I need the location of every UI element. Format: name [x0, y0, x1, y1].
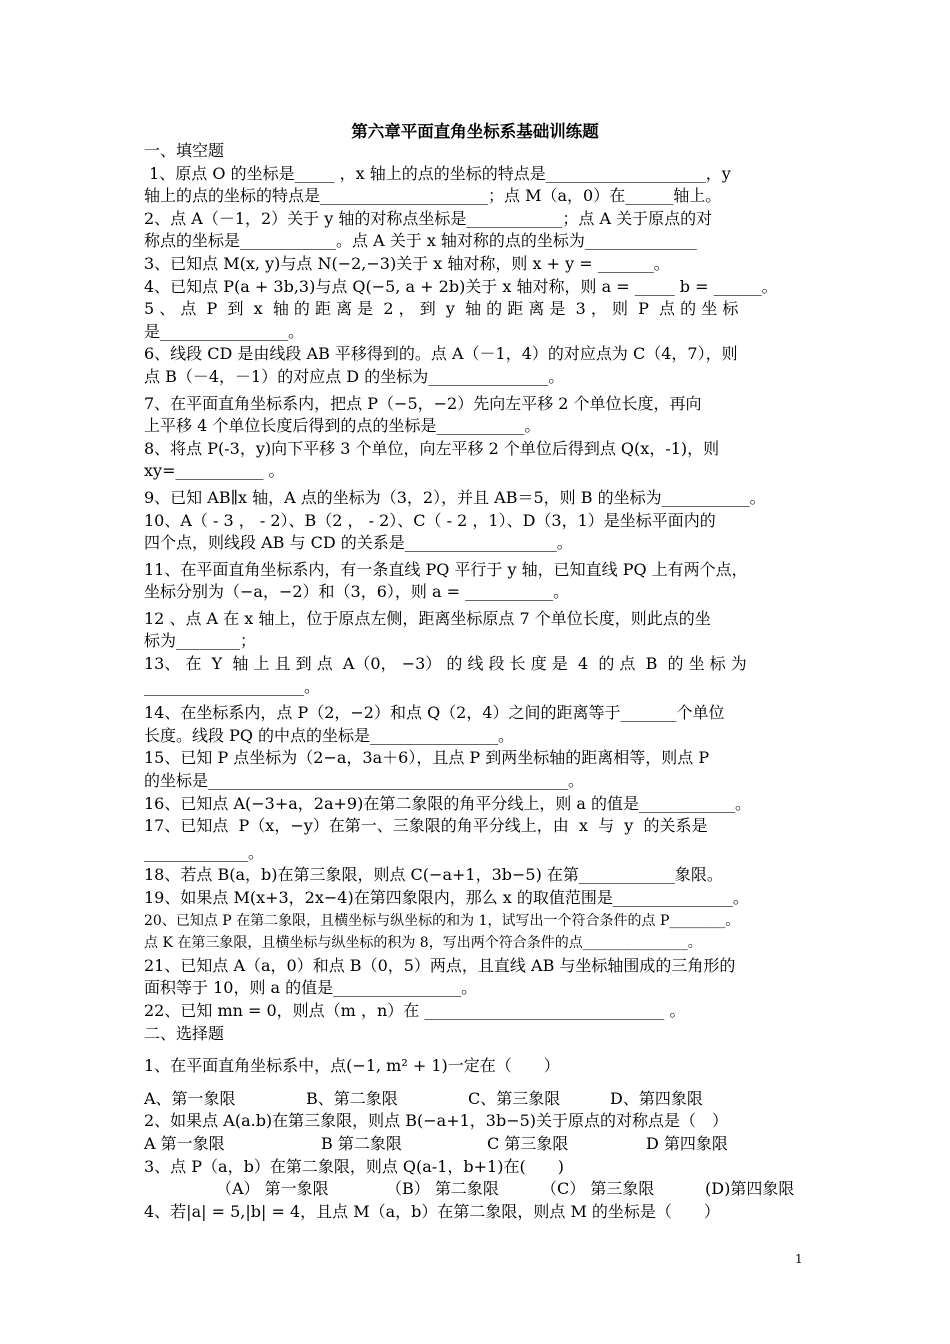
question-line: 10、A（ - 3 ， - 2）、B（2 ， - 2）、C（ - 2 ，1）、D（3，1）是坐标平面内的: [144, 510, 716, 530]
question-line: 面积等于 10，则 a 的值是________________。: [144, 978, 478, 998]
question-line: 是________________。: [144, 321, 305, 341]
question-line: 四个点，则线段 AB 与 CD 的关系是___________________。: [144, 533, 573, 553]
question-line: 7、在平面直角坐标系内，把点 P（−5，−2）先向左平移 2 个单位长度，再向: [144, 393, 702, 413]
question-line: 长度。线段 PQ 的中点的坐标是________________。: [144, 725, 515, 745]
option: D 第四象限: [646, 1133, 728, 1153]
question-line: 19、如果点 M(x+3，2x−4)在第四象限内，那么 x 的取值范围是_______________。: [144, 888, 749, 907]
question-line: 18、若点 B(a，b)在第三象限，则点 C(−a+1，3b−5) 在第____________象限。: [144, 865, 723, 885]
option: D、第四象限: [610, 1088, 703, 1108]
choice-question: 3、点 P（a，b）在第二象限，则点 Q(a-1，b+1)在( ): [144, 1156, 564, 1176]
question-line: 5 、 点 P 到 x 轴 的 距 离 是 2 ， 到 y 轴 的 距 离 是 3 ， 则 P 点 的 坐 标: [144, 299, 739, 319]
question-line: 坐标分别为（−a，−2）和（3，6），则 a = ___________。: [144, 582, 570, 602]
question-line: 14、在坐标系内，点 P（2，−2）和点 Q（2，4）之间的距离等于_______个单位: [144, 703, 725, 723]
question-line: 称点的坐标是____________。点 A 关于 x 轴对称的点的坐标为______________: [144, 231, 697, 251]
question-line: 标为________；: [144, 631, 257, 651]
question-line: 16、已知点 A(−3+a，2a+9)在第二象限的角平分线上，则 a 的值是____________。: [144, 793, 752, 813]
option: C 第三象限: [487, 1133, 569, 1153]
question-line: 点 K 在第三象限，且横坐标与纵坐标的积为 8，写出两个符合条件的点_______________。: [144, 935, 702, 952]
section-heading: 一、填空题: [144, 141, 225, 160]
option: （C） 第三象限: [541, 1179, 655, 1199]
question-line: 13、 在 Y 轴 上 且 到 点 A（0， −3） 的 线 段 长 度 是 4 的 点 B 的 坐 标 为: [144, 654, 747, 674]
question-line: 6、线段 CD 是由线段 AB 平移得到的。点 A（－1，4）的对应点为 C（4，7），则: [144, 344, 738, 364]
option: B、第二象限: [306, 1088, 398, 1108]
question-line: 1、原点 O 的坐标是_____ ，x 轴上的点的坐标的特点是____________________，y: [144, 163, 731, 183]
question-line: 上平移 4 个单位长度后得到的点的坐标是___________。: [144, 416, 541, 436]
page-title: 第六章平面直角坐标系基础训练题: [351, 122, 599, 141]
choice-options: [144, 1088, 810, 1111]
choice-question: 2、如果点 A(a.b)在第三象限，则点 B(−a+1，3b−5)关于原点的对称点是（ ）: [144, 1111, 729, 1131]
option: A、第一象限: [144, 1088, 236, 1108]
option: B 第二象限: [321, 1133, 402, 1153]
question-line: 17、已知点 P（x，−y）在第一、三象限的角平分线上，由 x 与 y 的关系是: [144, 816, 708, 836]
question-line: 轴上的点的坐标的特点是_____________________；点 M（a，0）在______轴上。: [144, 186, 722, 206]
question-line: 3、已知点 M(x, y)与点 N(−2,−3)关于 x 轴对称，则 x + y = _______。: [144, 253, 670, 273]
question-line: 4、已知点 P(a + 3b,3)与点 Q(−5, a + 2b)关于 x 轴对称，则 a = _____ b = ______。: [144, 276, 778, 296]
question-line: 15、已知 P 点坐标为（2−a，3a＋6），且点 P 到两坐标轴的距离相等，则点 P: [144, 748, 710, 768]
question-line: _____________。: [144, 842, 265, 862]
question-line: 8、将点 P(-3，y)向下平移 3 个单位，向左平移 2 个单位后得到点 Q(x，-1)，则: [144, 438, 720, 458]
option: (D)第四象限: [705, 1179, 795, 1199]
question-line: 11、在平面直角坐标系内，有一条直线 PQ 平行于 y 轴，已知直线 PQ 上有两个点，: [144, 559, 748, 579]
choice-options: [144, 1178, 810, 1201]
choice-options: [144, 1133, 810, 1156]
question-line: xy=___________ 。: [144, 461, 285, 481]
worksheet-body: [144, 140, 810, 1223]
question-line: 20、已知点 P 在第二象限，且横坐标与纵坐标的和为 1，试写出一个符合条件的点 P________。: [144, 912, 740, 929]
question-line: ____________________。: [144, 676, 321, 696]
page-number: 1: [795, 1252, 803, 1266]
question-line: 21、已知点 A（a，0）和点 B（0，5）两点，且直线 AB 与坐标轴围成的三角形的: [144, 955, 736, 975]
section-heading: 二、选择题: [144, 1023, 225, 1043]
question-line: 22、已知 mn = 0，则点（m ，n）在 ______________________________ 。: [144, 1000, 686, 1020]
question-line: 12 、点 A 在 x 轴上，位于原点左侧，距离坐标原点 7 个单位长度，则此点的坐: [144, 608, 711, 628]
question-line: 点 B（－4，－1）的对应点 D 的坐标为_______________。: [144, 366, 565, 386]
question-line: 的坐标是_____________________________________________。: [144, 771, 585, 791]
option: C、第三象限: [468, 1088, 561, 1108]
option: A 第一象限: [144, 1133, 225, 1153]
question-line: 2、点 A（－1，2）关于 y 轴的对称点坐标是____________；点 A 关于原点的对: [144, 208, 713, 228]
question-line: 9、已知 AB∥x 轴，A 点的坐标为（3，2），并且 AB＝5，则 B 的坐标为___________。: [144, 487, 766, 507]
choice-question: 4、若|a| = 5,|b| = 4，且点 M（a，b）在第二象限，则点 M 的坐标是（ ）: [144, 1201, 720, 1221]
choice-question: 1、在平面直角坐标系中，点(−1, m² + 1)一定在（ ）: [144, 1056, 560, 1076]
option: （B） 第二象限: [386, 1179, 499, 1199]
option: （A） 第一象限: [216, 1179, 329, 1199]
